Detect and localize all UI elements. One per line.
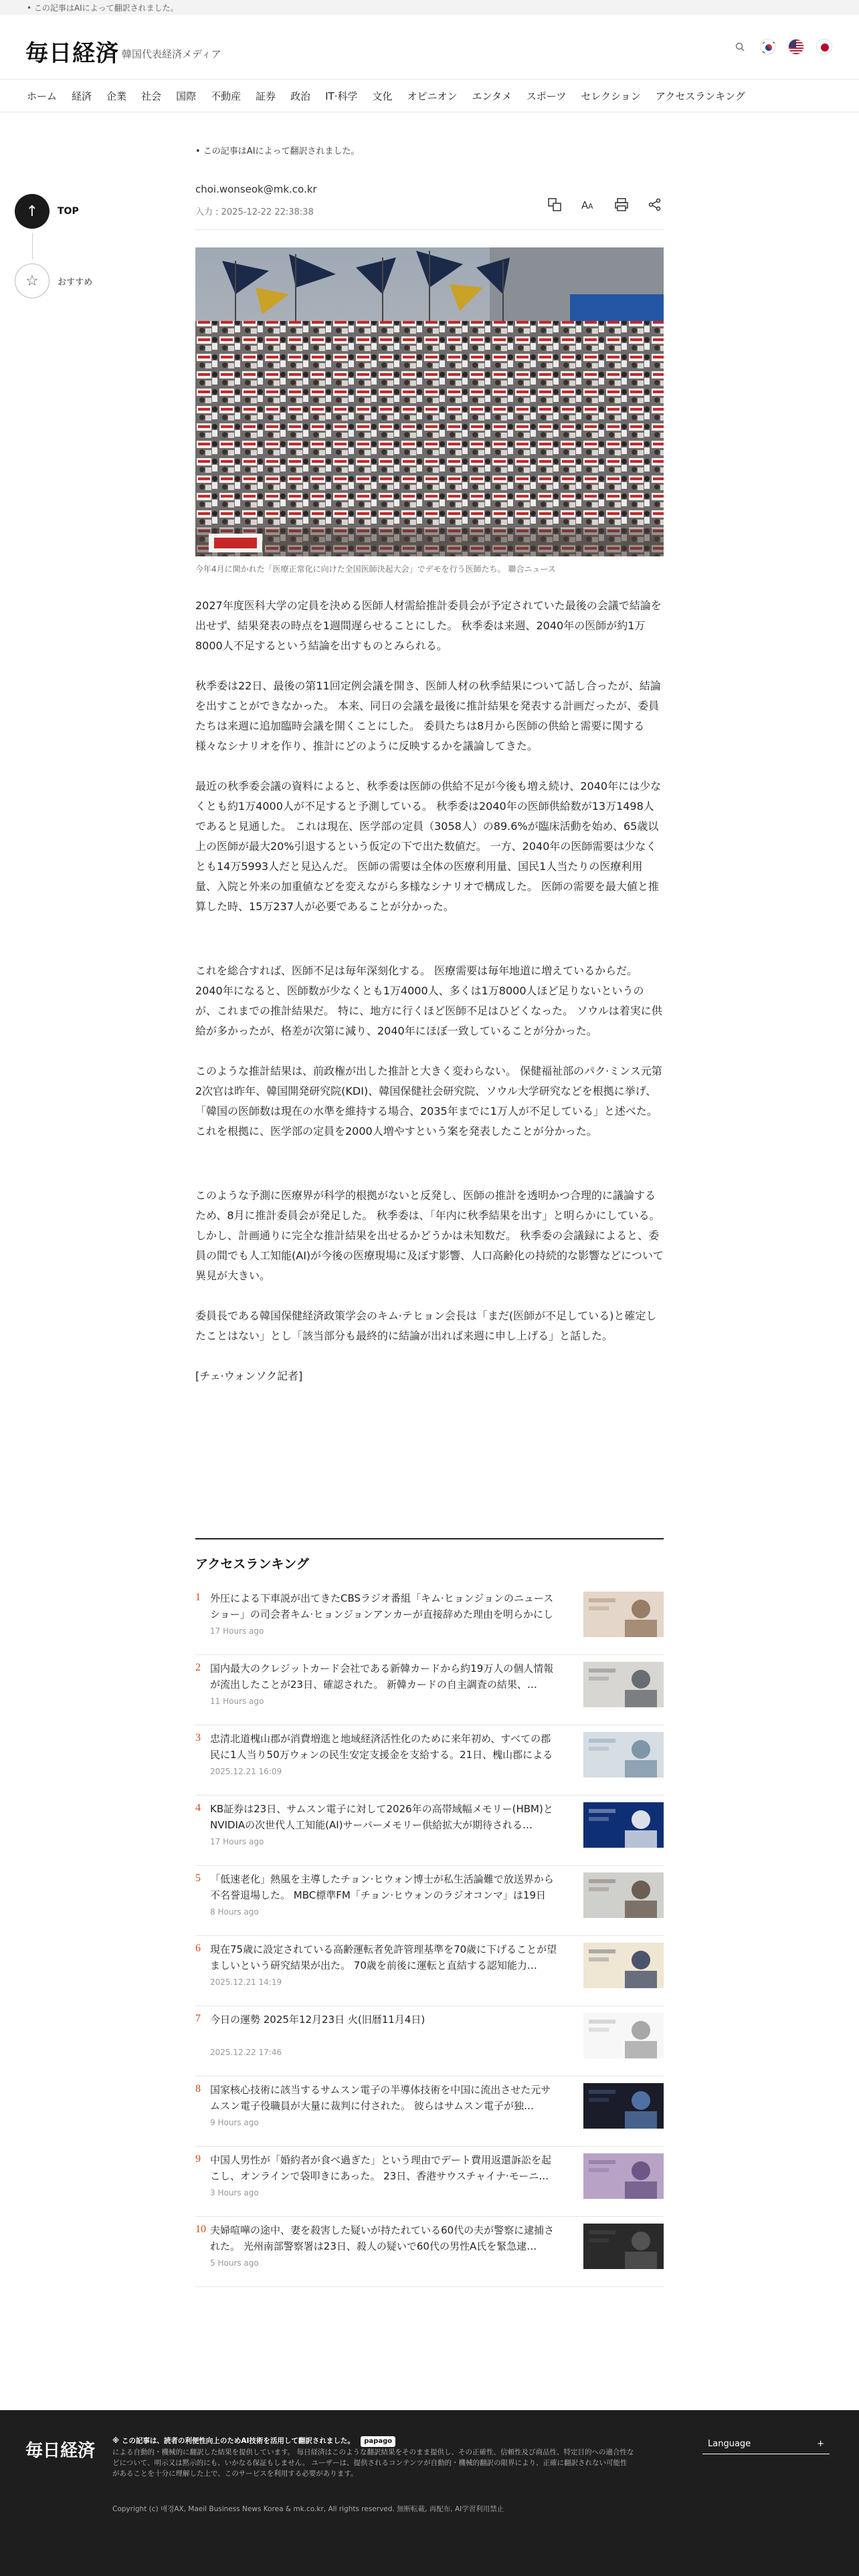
- photo-caption: 今年4月に開かれた「医療正常化に向けた全国医師決起大会」でデモを行う医師たち。 聯合ニュース: [195, 564, 556, 574]
- nav-item[interactable]: 国際: [176, 90, 197, 102]
- rank-number: 6: [195, 1943, 201, 1954]
- ranking-item[interactable]: [195, 1936, 664, 2006]
- site-header: [0, 15, 859, 79]
- ranking-item[interactable]: [195, 1796, 664, 1866]
- rank-number: 4: [195, 1802, 201, 1814]
- rank-thumbnail[interactable]: [583, 2153, 664, 2199]
- rank-number: 9: [195, 2153, 201, 2165]
- rank-headline[interactable]: 外圧による下車説が出てきたCBSラジオ番組「キム·ヒョンジョンのニュースショー」の司会者キム·ヒョンジョンアンカーが直接辞めた理由を明らかにし: [210, 1592, 554, 1620]
- svg-text:A: A: [588, 202, 593, 211]
- article-tools: [546, 196, 664, 213]
- paragraph: このような推計結果は、前政権が出した推計と大きく変わらない。 保健福祉部のパク·ミンス元第2次官は昨年、韓国開発研究院(KDI)、韓国保健社会研究院、ソウル大学研究などを根拠に挙げ、「韓国の医師数は現在の水準を維持する場合、2035年までに1万人が不足している」と述べた。 これを根拠に、医学部の定員を2000人増やすという案を発表したことが分かった。: [195, 1065, 662, 1138]
- rank-headline[interactable]: 国内最大のクレジットカード会社である新韓カードから約19万人の個人情報が流出したことが23日、確認された。 新韓カードの自主調査の結果、…: [210, 1662, 554, 1691]
- footer-logo[interactable]: 毎日経済: [25, 2441, 96, 2461]
- paragraph: これを総合すれば、医師不足は毎年深刻化する。 医療需要は毎年地道に増えているからだ。 2040年になると、医師数が少なくとも1万4000人、多くは1万8000人ほど足りないというのが、これまでの推計結果だ。 特に、地方に行くほど医師不足はひどくなった。 ソウルは着実に供給が多かったが、格差が次第に減り、2040年にほぼ一致していることが分かった。: [195, 964, 662, 1037]
- paragraph: 委員長である韓国保健経済政策学会のキム·テヒョン会長は「まだ(医師が不足している)と確定したことはない」とし「該当部分も最終的に結論が出れば来週に申し上げる」と話した。: [195, 1309, 657, 1342]
- translate-icon[interactable]: [546, 196, 563, 213]
- rank-time: 11 Hours ago: [210, 1697, 264, 1706]
- rank-time: 17 Hours ago: [210, 1626, 264, 1636]
- footer-copyright: Copyright (c) 매경AX, Maeil Business News Korea & mk.co.kr, All rights reserved. 無断転載, 再配布, AI学習利用禁止: [112, 2505, 504, 2513]
- rank-thumbnail[interactable]: [583, 2083, 664, 2129]
- floating-sidebar: [15, 194, 108, 298]
- article-photo: [195, 247, 664, 556]
- rank-number: 2: [195, 1662, 201, 1673]
- rank-number: 8: [195, 2083, 201, 2095]
- nav-item[interactable]: 経済: [72, 90, 92, 102]
- papago-logo: papago: [361, 2436, 395, 2447]
- access-ranking: [195, 1538, 664, 2287]
- nav-item[interactable]: 社会: [141, 90, 162, 102]
- publish-date: 入力 : 2025-12-22 22:38:38: [195, 207, 314, 217]
- author-email[interactable]: choi.wonseok@mk.co.kr: [195, 183, 317, 195]
- rank-headline[interactable]: 今日の運勢 2025年12月23日 火(旧暦11月4日): [210, 2014, 425, 2026]
- svg-text:A: A: [581, 199, 589, 211]
- recommend-label: おすすめ: [58, 277, 93, 288]
- nav-item[interactable]: ホーム: [27, 90, 58, 102]
- nav-item[interactable]: 文化: [372, 90, 393, 102]
- share-icon[interactable]: [646, 196, 664, 213]
- footer-notice-body: による自動的・機械的に翻訳した結果を提供しています。 毎日経済はこのような翻訳結果をそのまま提供し、その正確性、信頼性及び商品性、特定目的への適合性などについて、明示又は黙示的にも、いかなる保証もしません。 ユーザーは、提供されるコンテンツが自動的・機械的翻訳の限界により、正確に翻訳されない可能性があることを十分に理解した上で、このサービスを利用する必要があります。: [112, 2448, 634, 2478]
- rank-number: 1: [195, 1592, 201, 1603]
- rank-headline[interactable]: 夫婦喧嘩の途中、妻を殺害した疑いが持たれている60代の夫が警察に逮捕された。 光州南部警察署は23日、殺人の疑いで60代の男性A氏を緊急逮…: [210, 2224, 555, 2252]
- rank-thumbnail[interactable]: [583, 1732, 664, 1778]
- nav-item[interactable]: オピニオン: [407, 90, 458, 102]
- nav-item[interactable]: 証券: [256, 90, 276, 102]
- paragraph: 2027年度医科大学の定員を決める医師人材需給推計委員会が予定されていた最後の会議で結論を出せず、結果発表の時点を1週間遅らせることにした。 秋季委は来週、2040年の医師が約1万8000人不足するという結論を出すものとみられる。: [195, 599, 662, 652]
- paragraph: 秋季委は22日、最後の第11回定例会議を開き、医師人材の秋季結果について話し合ったが、結論を出すことができなかった。 本来、同日の会議を最後に推計結果を発表する計画だったが、委員たちは来週に追加臨時会議を開くことにした。 委員たちは8月から医師の供給と需要に関する様々なシナリオを作り、推計にどのように反映するかを議論してきた。: [195, 679, 661, 752]
- rank-thumbnail[interactable]: [583, 1802, 664, 1848]
- rank-number: 7: [195, 2013, 201, 2024]
- scroll-top-button[interactable]: [15, 194, 108, 229]
- star-icon: ☆: [15, 263, 50, 298]
- language-label: Language: [708, 2439, 751, 2449]
- ranking-item[interactable]: [195, 2006, 664, 2076]
- nav-item[interactable]: スポーツ: [526, 90, 567, 102]
- sidebar-divider: [32, 233, 33, 259]
- rank-headline[interactable]: 忠清北道槐山郡が消費増進と地域経済活性化のために来年初め、すべての郡民に1人当り50万ウォンの民生安定支援金を支給する。21日、槐山郡による: [210, 1733, 553, 1761]
- nav-item[interactable]: アクセスランキング: [655, 90, 745, 102]
- rank-thumbnail[interactable]: [583, 1592, 664, 1637]
- ranking-item[interactable]: [195, 1655, 664, 1725]
- header-actions: [732, 39, 832, 55]
- rank-headline[interactable]: 中国人男性が「婚約者が食べ過ぎた」という理由でデート費用返還訴訟を起こし、オンラインで袋叩きにあった。 23日、香港サウスチャイナ·モーニ…: [210, 2154, 552, 2182]
- scroll-top-label: TOP: [58, 206, 79, 217]
- font-size-icon[interactable]: [579, 196, 597, 213]
- article: [195, 144, 664, 1386]
- ranking-item[interactable]: [195, 2076, 664, 2147]
- main-navigation: [0, 79, 859, 112]
- rank-time: 9 Hours ago: [210, 2118, 259, 2127]
- rank-thumbnail[interactable]: [583, 2224, 664, 2269]
- site-logo[interactable]: 毎日経済: [25, 40, 119, 67]
- ranking-item[interactable]: [195, 2217, 664, 2287]
- rank-thumbnail[interactable]: [583, 2013, 664, 2058]
- article-divider: [195, 229, 664, 230]
- site-tagline: 韓国代表経済メディア: [122, 48, 221, 60]
- paragraph: 最近の秋季委会議の資料によると、秋季委は医師の供給不足が今後も増え続け、2040年には少なくとも約1万4000人が不足すると予測している。 秋季委は2040年の医師供給数が13万1498人であると見通した。 これは現在、医学部の定員（3058人）の89.6%が臨床活動を始め、65歳以上の医師が最大20%引退するという仮定の下で出た数値だ。 一方、2040年の医師需要は少なくとも14万5993人だと見込んだ。 医師の需要は全体の医療利用量、国民1人当たりの医療利用量、入院と外来の加重値などを変えながら多様なシナリオで構成した。 医師の需要を最大値と推算した時、15万237人が必要であることが分かった。: [195, 780, 662, 913]
- rank-headline[interactable]: 「低速老化」熱風を主導したチョン·ヒウォン博士が私生活論難で放送界から不名誉退場した。 MBC標準FM「チョン·ヒウォンのラジオコンマ」は19日: [210, 1873, 554, 1901]
- article-body: [195, 596, 664, 1386]
- nav-item[interactable]: 政治: [290, 90, 311, 102]
- rank-headline[interactable]: 国家核心技術に該当するサムスン電子の半導体技術を中国に流出させた元サムスン電子役職員が大量に裁判に付された。 彼らはサムスン電子が独…: [210, 2084, 551, 2112]
- reporter-credit: [チェ·ウォンソク記者]: [195, 1370, 303, 1382]
- nav-item[interactable]: 企業: [106, 90, 127, 102]
- ranking-list: [195, 1585, 664, 2287]
- nav-item[interactable]: エンタメ: [472, 90, 512, 102]
- rank-time: 2025.12.21 16:09: [210, 1767, 282, 1776]
- ranking-item[interactable]: [195, 1866, 664, 1936]
- rank-thumbnail[interactable]: [583, 1662, 664, 1707]
- ai-translation-note: • この記事はAIによって翻訳されました。: [195, 146, 360, 156]
- ranking-title: アクセスランキング: [195, 1557, 309, 1572]
- nav-item[interactable]: セレクション: [581, 90, 641, 102]
- korea-flag-icon[interactable]: [760, 39, 776, 55]
- ranking-item[interactable]: [195, 2147, 664, 2217]
- rank-headline[interactable]: 現在75歳に設定されている高齢運転者免許管理基準を70歳に下げることが望ましいという研究結果が出た。 70歳を前後に運転と直結する認知能力…: [210, 1943, 557, 1971]
- ranking-item[interactable]: [195, 1725, 664, 1796]
- rank-number: 10: [195, 2224, 206, 2235]
- rank-time: 2025.12.21 14:19: [210, 1977, 282, 1987]
- translation-notice-bar: • この記事はAIによって翻訳されました。: [0, 0, 859, 15]
- paragraph: このような予測に医療界が科学的根拠がないと反発し、医師の推計を透明かつ合理的に議論するため、8月に推計委員会が発足した。 秋季委は、「年内に秋季結果を出す」と明らかにしている。 しかし、計画通りに完全な推計結果を出せるかどうかは未知数だ。 秋季委の会議録によると、委員の間でも人工知能(AI)が今後の医療現場に及ぼす影響、人口高齢化の持続的な影響などについて異見が大きい。: [195, 1189, 664, 1282]
- usa-flag-icon[interactable]: [788, 39, 804, 55]
- nav-item[interactable]: IT·科学: [325, 90, 358, 102]
- nav-item[interactable]: 不動産: [211, 90, 242, 102]
- rank-number: 5: [195, 1872, 201, 1884]
- rank-time: 5 Hours ago: [210, 2258, 259, 2268]
- rank-time: 17 Hours ago: [210, 1837, 264, 1846]
- rank-thumbnail[interactable]: [583, 1872, 664, 1918]
- rank-time: 3 Hours ago: [210, 2188, 259, 2197]
- rank-number: 3: [195, 1732, 201, 1743]
- rank-thumbnail[interactable]: [583, 1943, 664, 1988]
- recommend-button[interactable]: [15, 263, 108, 298]
- plus-icon: +: [817, 2439, 824, 2449]
- arrow-up-icon: ↑: [15, 194, 50, 229]
- japan-flag-icon[interactable]: [816, 39, 832, 55]
- footer-notice: [112, 2436, 634, 2479]
- rank-headline[interactable]: KB証券は23日、サムスン電子に対して2026年の高帯域幅メモリー(HBM)とNVIDIAの次世代人工知能(AI)サーバーメモリー供給拡大が期待される…: [210, 1803, 553, 1831]
- site-footer: [0, 2410, 859, 2576]
- footer-notice-title: ※ この記事は、読者の利便性向上のためAI技術を活用して翻訳されました。: [112, 2437, 355, 2445]
- search-icon[interactable]: [732, 39, 748, 55]
- language-selector[interactable]: [702, 2434, 830, 2454]
- rank-time: 8 Hours ago: [210, 1907, 259, 1917]
- ranking-item[interactable]: [195, 1585, 664, 1655]
- print-icon[interactable]: [613, 196, 630, 213]
- rank-time: 2025.12.22 17:46: [210, 2048, 282, 2057]
